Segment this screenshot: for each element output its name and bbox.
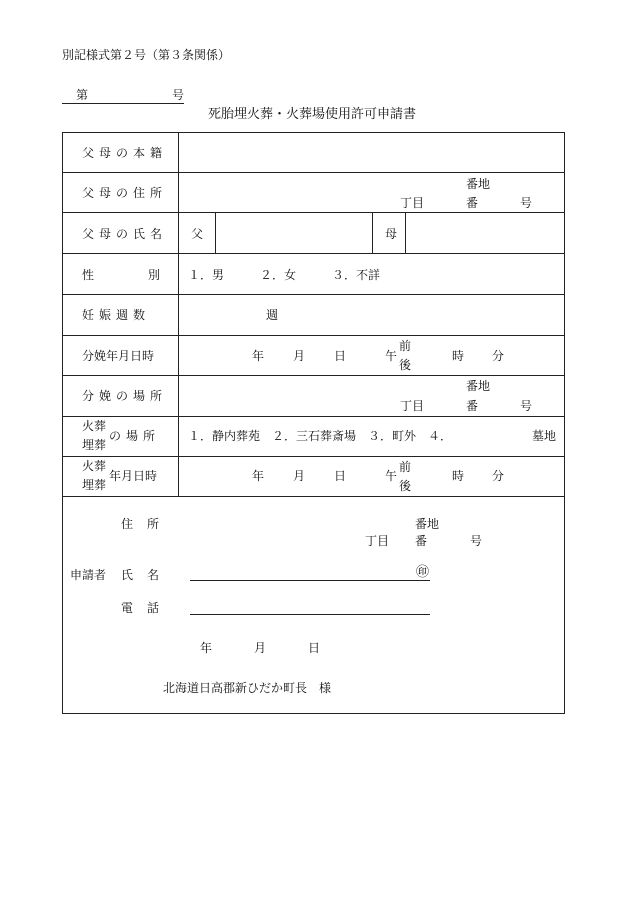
delivery-day: 日: [334, 349, 347, 363]
parents-domicile-label: 父母の本籍: [82, 146, 168, 160]
number-dai: 第: [76, 88, 89, 102]
parents-name-label: 父母の氏名: [82, 227, 168, 241]
delivery-am[interactable]: 前: [399, 339, 412, 353]
parents-address-label: 父母の住所: [82, 186, 168, 200]
burial-month: 月: [293, 469, 306, 483]
parents-address-ban: 番: [466, 196, 479, 210]
delivery-place-go: 号: [520, 399, 533, 413]
cremation-label-2: 火葬: [82, 459, 107, 473]
recipient-mayor: 北海道日高郡新ひだか町長 様: [163, 681, 332, 695]
burial-year: 年: [252, 469, 265, 483]
burial-place-label: の場所: [109, 429, 161, 443]
applicant-address-ban: 番: [415, 534, 428, 548]
parents-domicile-field[interactable]: [179, 133, 564, 172]
cremation-label: 火葬: [82, 419, 107, 433]
delivery-month: 月: [293, 349, 306, 363]
delivery-year: 年: [252, 349, 265, 363]
number-underline: [62, 103, 184, 104]
burial-go: 午: [385, 469, 398, 483]
burial-minute: 分: [492, 469, 505, 483]
burial-place-options[interactable]: １．静内葬苑 ２．三石葬斎場 ３．町外 ４．: [188, 429, 453, 443]
delivery-place-banchi: 番地: [466, 379, 491, 393]
parents-address-banchi: 番地: [466, 177, 491, 191]
applicant-address-field[interactable]: [190, 512, 510, 550]
delivery-place-label: 分娩の場所: [82, 389, 168, 403]
seal-mark: ㊞: [416, 565, 430, 580]
row-divider: [62, 496, 565, 497]
applicant-name-underline: [190, 580, 430, 581]
delivery-place-ban: 番: [466, 399, 479, 413]
applicant-phone-underline: [190, 614, 430, 615]
row-divider: [62, 253, 565, 254]
applicant-name-label: 氏名: [121, 568, 174, 582]
delivery-place-chome: 丁目: [400, 399, 425, 413]
form-title: 死胎埋火葬・火葬場使用許可申請書: [208, 107, 417, 122]
burial-day: 日: [334, 469, 347, 483]
mother-name-field[interactable]: [406, 213, 564, 253]
pregnancy-weeks-label: 妊娠週数: [82, 308, 151, 322]
delivery-pm[interactable]: 後: [399, 358, 412, 372]
burial-label: 埋葬: [82, 438, 107, 452]
burial-am[interactable]: 前: [399, 460, 412, 474]
applicant-address-label: 住所: [121, 517, 174, 531]
delivery-place-field[interactable]: [179, 376, 564, 416]
burial-label-2: 埋葬: [82, 478, 107, 492]
delivery-minute: 分: [492, 349, 505, 363]
delivery-go: 午: [385, 349, 398, 363]
parents-address-field[interactable]: [179, 173, 564, 212]
applicant-address-banchi: 番地: [415, 517, 440, 531]
father-name-field[interactable]: [216, 213, 372, 253]
father-label: 父: [191, 227, 204, 241]
applicant-address-chome: 丁目: [365, 534, 390, 548]
burial-hour: 時: [452, 469, 465, 483]
burial-pm[interactable]: 後: [399, 479, 412, 493]
pregnancy-weeks-unit: 週: [266, 308, 279, 322]
number-gou: 号: [172, 88, 185, 102]
form-number: 別記様式第２号（第３条関係）: [62, 48, 231, 62]
sex-options[interactable]: １．男 ２．女 ３．不詳: [188, 268, 381, 282]
mother-label-left-divider: [372, 212, 373, 253]
row-divider: [62, 335, 565, 336]
applicant-label: 申請者: [70, 568, 107, 582]
applicant-phone-label: 電話: [121, 601, 174, 615]
pregnancy-weeks-field[interactable]: [179, 295, 264, 335]
applicant-name-field[interactable]: [190, 562, 416, 580]
burial-datetime-label: 年月日時: [109, 469, 158, 483]
applicant-phone-field[interactable]: [190, 596, 430, 614]
sex-label-second: 別: [148, 268, 161, 282]
mother-label: 母: [385, 227, 398, 241]
row-divider: [62, 294, 565, 295]
row-divider: [62, 456, 565, 457]
application-month: 月: [254, 641, 267, 655]
parents-address-go: 号: [520, 196, 533, 210]
application-year: 年: [200, 641, 213, 655]
application-day: 日: [308, 641, 321, 655]
delivery-datetime-label: 分娩年月日時: [82, 349, 155, 363]
parents-address-chome: 丁目: [400, 196, 425, 210]
burial-place-bochi: 墓地: [532, 429, 557, 443]
row-divider: [62, 416, 565, 417]
delivery-hour: 時: [452, 349, 465, 363]
sex-label-first: 性: [82, 268, 95, 282]
applicant-address-go: 号: [470, 534, 483, 548]
